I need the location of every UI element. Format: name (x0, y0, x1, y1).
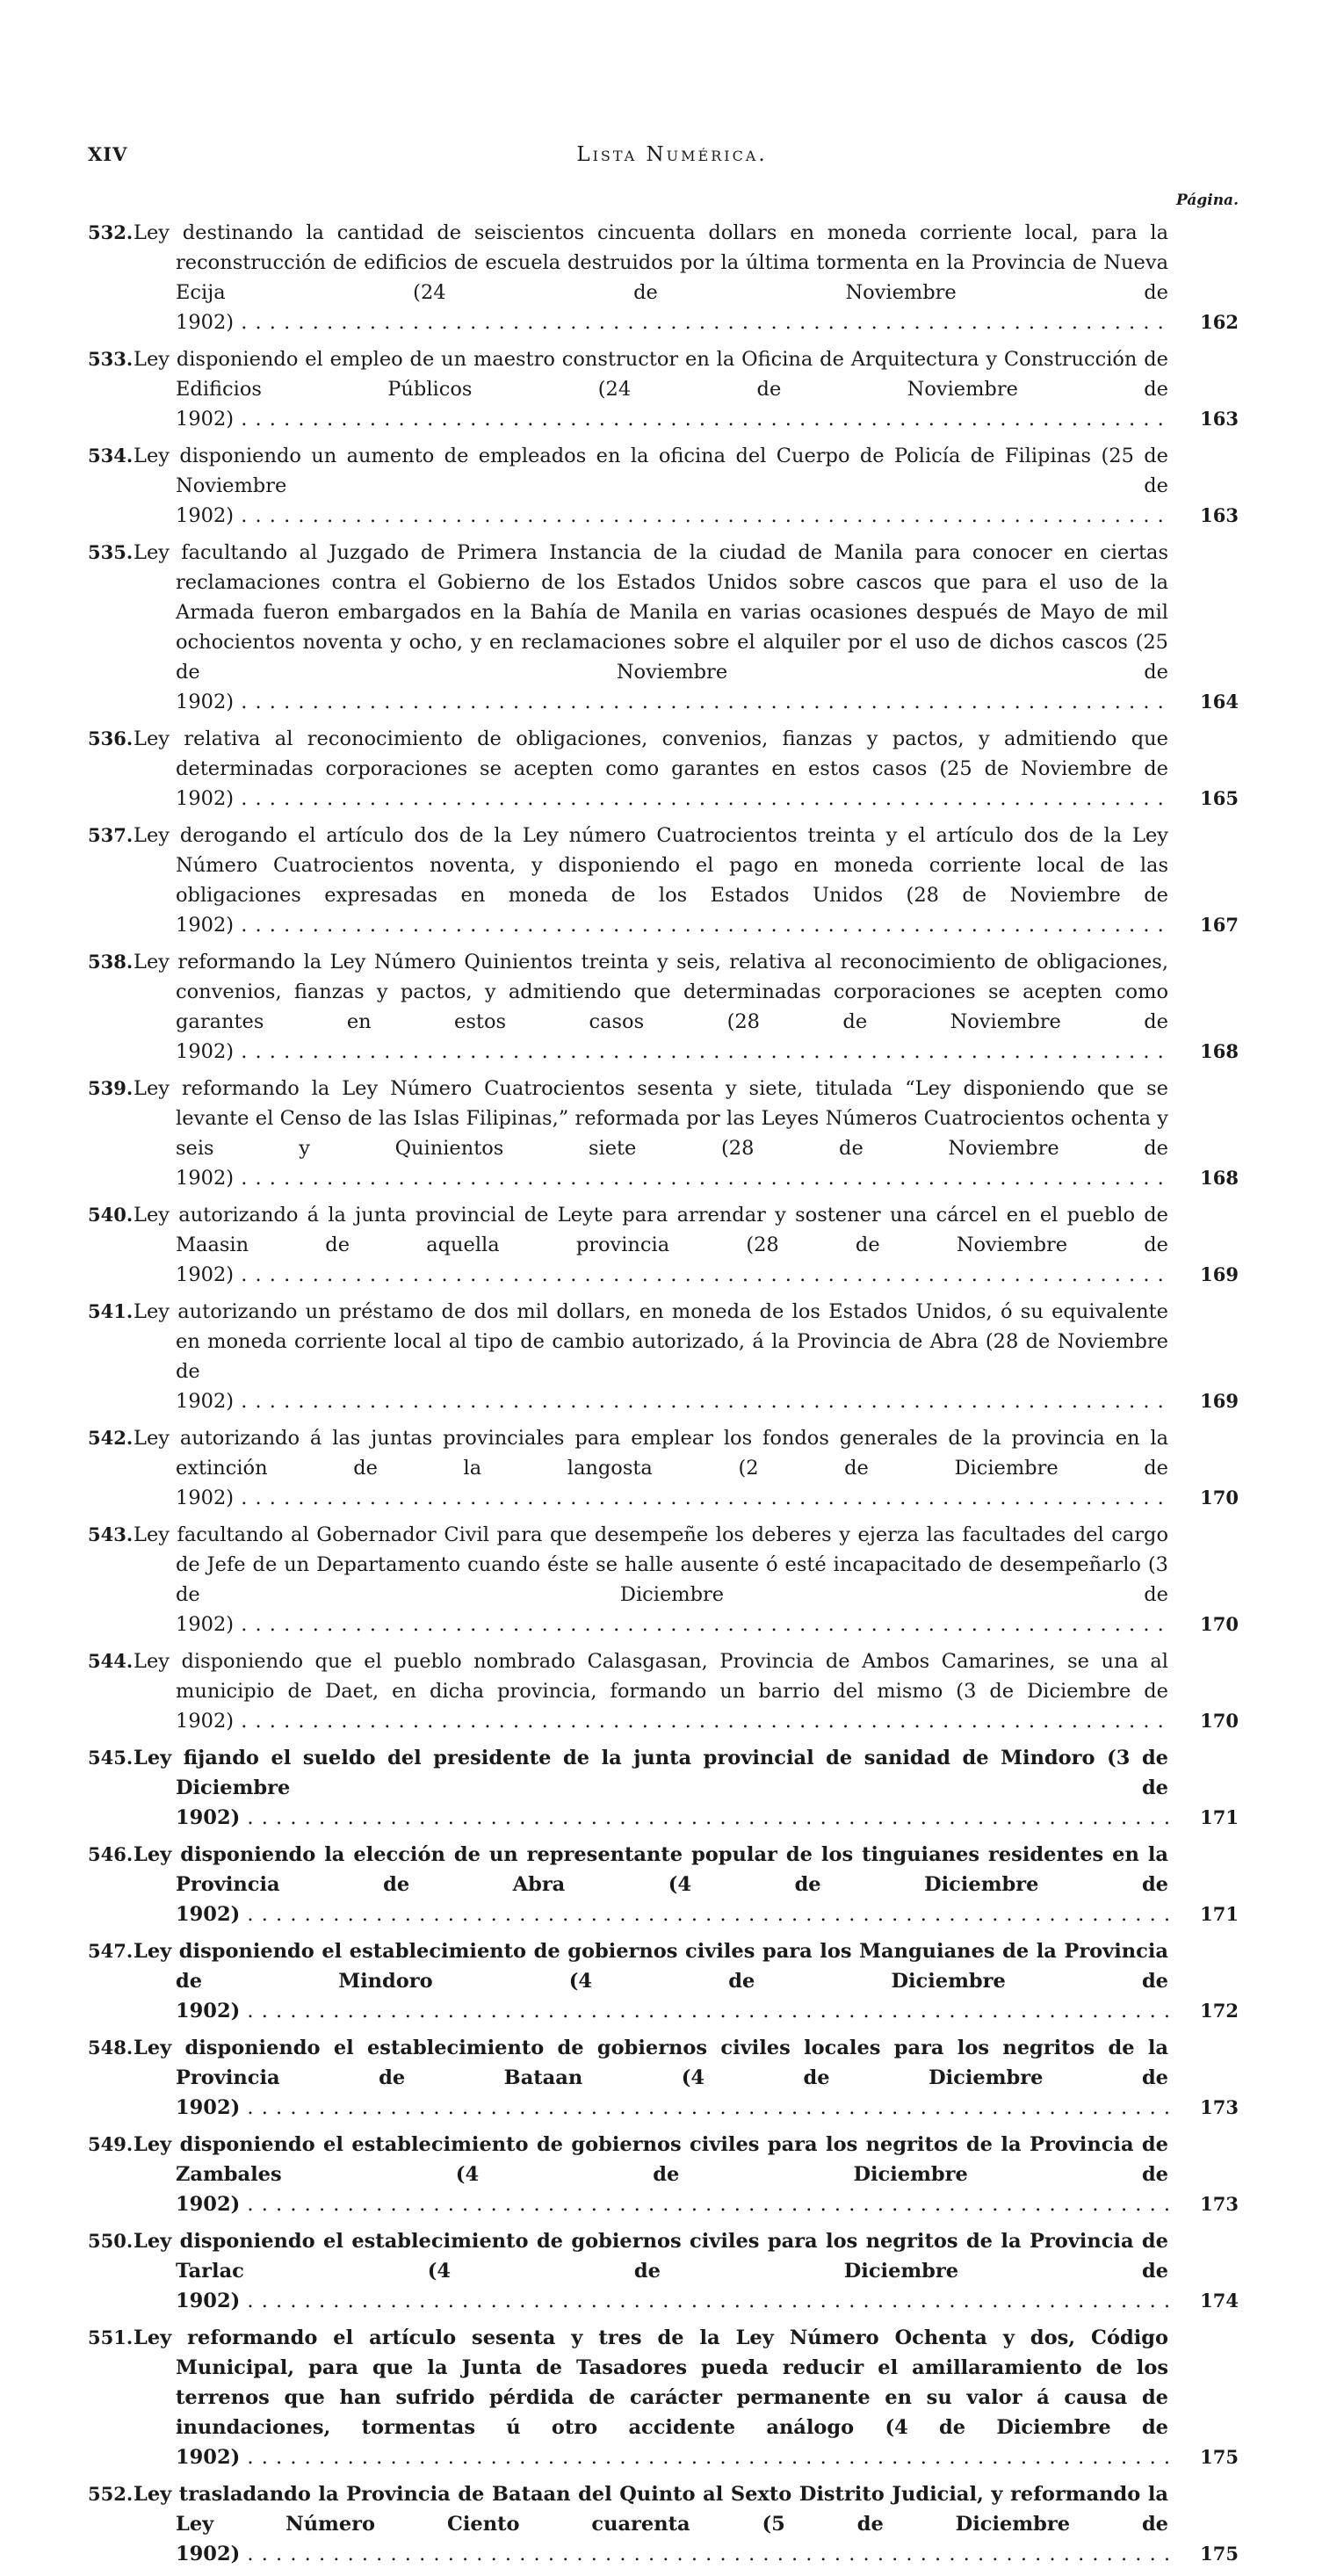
list-item (88, 1840, 1239, 1929)
running-header (88, 143, 1256, 178)
entry-text (134, 344, 1168, 434)
entry-title: Ley reformando el artículo sesenta y tres de la Ley Número Ochenta y dos, Código Municipal, para que la Junta de Tasadores pueda reducir el amillaramiento de los terrenos que han sufrido pérdida de carácter permanente en su valor á causa de inundaciones, tormentas ú otro accidente análogo (4 de Diciembre de 1902) . . . (134, 2326, 1168, 2469)
entry-number: 547. (88, 1940, 134, 1962)
entry-text (134, 441, 1168, 531)
entry-page-number: 175 (1168, 2442, 1239, 2472)
entry-number: 546. (88, 1843, 134, 1865)
entry-title: Ley disponiendo el empleo de un maestro constructor en la Oficina de Arquitectura y Construcción de Edificios Públicos (24 de Noviembre de 1902) . . . (134, 348, 1168, 431)
entry-text (134, 218, 1168, 337)
entry-page-number: 173 (1168, 2093, 1239, 2123)
entry-page-number: 165 (1168, 784, 1239, 814)
entry-title: Ley autorizando á las juntas provinciales para emplear los fondos generales de la provincia en la extinción de la langosta (2 de Diciembre de 1902) . . . (134, 1427, 1168, 1509)
entry-page-number: 170 (1168, 1483, 1239, 1513)
entry-text (134, 1423, 1168, 1513)
entry-text (134, 821, 1168, 940)
entry-page-number: 168 (1168, 1163, 1239, 1193)
entry-text (134, 724, 1168, 814)
entry-page-number: 162 (1168, 308, 1239, 337)
entry-number: 536. (88, 727, 134, 749)
entry-title: Ley disponiendo el establecimiento de gobiernos civiles para los negritos de la Provincia de Tarlac (4 de Diciembre de 1902) . . . (134, 2230, 1168, 2312)
entry-title: Ley reformando la Ley Número Quinientos treinta y seis, relativa al reconocimiento de obligaciones, convenios, fianzas y pactos, y admitiendo que determinadas corporaciones se acepten como garantes en estos casos (28 de Noviembre de 1902) . . . (134, 951, 1168, 1063)
entry-number: 540. (88, 1204, 134, 1226)
entry-title: Ley fijando el sueldo del presidente de la junta provincial de sanidad de Mindoro (3 de Diciembre de 1902) . . . (134, 1747, 1168, 1829)
list-item (88, 538, 1239, 717)
list-item (88, 1520, 1239, 1639)
entry-page-number: 168 (1168, 1037, 1239, 1067)
entry-title: Ley relativa al reconocimiento de obligaciones, convenios, fianzas y pactos, y admitiendo que determinadas corporaciones se acepten como garantes en estos casos (25 de Noviembre de 1902) . . . (134, 727, 1168, 810)
page-number: XIV (88, 143, 128, 165)
entry-text (134, 1743, 1168, 1833)
entry-page-number: 167 (1168, 910, 1239, 940)
entry-text (134, 1936, 1168, 2026)
entry-title: Ley destinando la cantidad de seiscientos cincuenta dollars en moneda corriente local, para la reconstrucción de edificios de escuela destruidos por la última tormenta en la Provincia de Nueva Ecija (24 de Noviembre de 1902) . . . (134, 221, 1168, 334)
entry-page-number: 172 (1168, 1996, 1239, 2026)
list-item (88, 441, 1239, 531)
entry-page-number: 169 (1168, 1260, 1239, 1290)
entry-page-number: 174 (1168, 2286, 1239, 2316)
running-title: Lista Numérica. (576, 143, 768, 166)
list-item (88, 2130, 1239, 2219)
entry-title: Ley derogando el artículo dos de la Ley número Cuatrocientos treinta y el artículo dos de la Ley Número Cuatrocientos noventa, y disponiendo el pago en moneda corriente local de las obligaciones expresadas en moneda de los Estados Unidos (28 de Noviembre de 1902) . . . (134, 824, 1168, 937)
entry-text (134, 1520, 1168, 1639)
entry-number: 552. (88, 2483, 134, 2505)
page-column-heading: Página. (1176, 192, 1239, 209)
list-item (88, 1297, 1239, 1416)
entry-text (134, 2226, 1168, 2316)
entry-number: 551. (88, 2326, 134, 2348)
entry-text (134, 538, 1168, 717)
entry-text (134, 1840, 1168, 1929)
entry-text (134, 1074, 1168, 1193)
entry-number: 534. (88, 445, 134, 467)
entry-text (134, 1200, 1168, 1290)
entry-number: 542. (88, 1427, 134, 1449)
entry-title: Ley facultando al Juzgado de Primera Instancia de la ciudad de Manila para conocer en ciertas reclamaciones contra el Gobierno de los Estados Unidos sobre cascos que para el uso de la Armada fueron embargados en la Bahía de Manila en varias ocasiones después de Mayo de mil ochocientos noventa y ocho, y en reclamaciones sobre el alquiler por el uso de dichos cascos (25 de Noviembre de 1902) . . . (134, 541, 1168, 713)
entry-page-number: 163 (1168, 404, 1239, 434)
entry-number: 537. (88, 824, 134, 846)
list-item (88, 1423, 1239, 1513)
entry-page-number: 171 (1168, 1803, 1239, 1833)
list-item (88, 724, 1239, 814)
list-item (88, 2033, 1239, 2123)
entry-number: 539. (88, 1077, 134, 1099)
entry-title: Ley disponiendo la elección de un representante popular de los tinguianes residentes en la Provincia de Abra (4 de Diciembre de 1902) . . . (134, 1843, 1168, 1926)
entry-number: 543. (88, 1523, 134, 1545)
entry-title: Ley disponiendo el establecimiento de gobiernos civiles para los Manguianes de la Provincia de Mindoro (4 de Diciembre de 1902) . . . (134, 1940, 1168, 2022)
entry-page-number: 175 (1168, 2539, 1239, 2569)
entry-title: Ley trasladando la Provincia de Bataan del Quinto al Sexto Distrito Judicial, y reformando la Ley Número Ciento cuarenta (5 de Diciembre de 1902) . . . (134, 2483, 1168, 2565)
entry-page-number: 163 (1168, 501, 1239, 531)
list-item (88, 821, 1239, 940)
entry-title: Ley disponiendo el establecimiento de gobiernos civiles locales para los negritos de la Provincia de Bataan (4 de Diciembre de 1902) . . . (134, 2037, 1168, 2119)
entry-number: 533. (88, 348, 134, 370)
entry-text (134, 2323, 1168, 2472)
entry-text (134, 2033, 1168, 2123)
list-item (88, 344, 1239, 434)
list-item (88, 2479, 1239, 2569)
entry-page-number: 169 (1168, 1386, 1239, 1416)
entry-text (134, 1297, 1168, 1416)
list-item (88, 947, 1239, 1067)
entry-number: 538. (88, 951, 134, 973)
entry-title: Ley reformando la Ley Número Cuatrocientos sesenta y siete, titulada “Ley disponiendo que se levante el Censo de las Islas Filipinas,” reformada por las Leyes Números Cuatrocientos ochenta y seis y Quinientos siete (28 de Noviembre de 1902) . . . (134, 1077, 1168, 1190)
list-item (88, 2226, 1239, 2316)
list-item (88, 1743, 1239, 1833)
list-item (88, 1074, 1239, 1193)
entry-number: 550. (88, 2230, 134, 2252)
entry-number: 541. (88, 1300, 134, 1322)
entry-page-number: 173 (1168, 2189, 1239, 2219)
entry-title: Ley autorizando un préstamo de dos mil dollars, en moneda de los Estados Unidos, ó su equivalente en moneda corriente local al tipo de cambio autorizado, á la Provincia de Abra (28 de Noviembre de 1902) . . . (134, 1300, 1168, 1413)
list-item (88, 1936, 1239, 2026)
entry-title: Ley disponiendo el establecimiento de gobiernos civiles para los negritos de la Provincia de Zambales (4 de Diciembre de 1902) . . . (134, 2133, 1168, 2216)
list-item (88, 1200, 1239, 1290)
list-item (88, 2323, 1239, 2472)
entry-page-number: 171 (1168, 1899, 1239, 1929)
entry-text (134, 947, 1168, 1067)
entry-title: Ley disponiendo que el pueblo nombrado Calasgasan, Provincia de Ambos Camarines, se una al municipio de Daet, en dicha provincia, formando un barrio del mismo (3 de Diciembre de 1902) . . . (134, 1650, 1168, 1733)
entry-number: 545. (88, 1747, 134, 1769)
entry-list (88, 218, 1239, 2576)
entry-text (134, 1646, 1168, 1736)
entry-text (134, 2130, 1168, 2219)
list-item (88, 1646, 1239, 1736)
entry-page-number: 170 (1168, 1706, 1239, 1736)
entry-page-number: 164 (1168, 687, 1239, 717)
entry-title: Ley facultando al Gobernador Civil para que desempeñe los deberes y ejerza las facultades del cargo de Jefe de un Departamento cuando éste se halle ausente ó esté incapacitado de desempeñarlo (3 de Diciembre de 1902) . . . (134, 1523, 1168, 1636)
entry-number: 535. (88, 541, 134, 563)
entry-number: 549. (88, 2133, 134, 2155)
entry-text (134, 2479, 1168, 2569)
entry-page-number: 170 (1168, 1610, 1239, 1639)
entry-title: Ley disponiendo un aumento de empleados en la oficina del Cuerpo de Policía de Filipinas (25 de Noviembre de 1902) . . . (134, 445, 1168, 527)
entry-title: Ley autorizando á la junta provincial de Leyte para arrendar y sostener una cárcel en el pueblo de Maasin de aquella provincia (28 de Noviembre de 1902) . . . (134, 1204, 1168, 1286)
entry-number: 544. (88, 1650, 134, 1672)
entry-number: 532. (88, 221, 134, 243)
entry-number: 548. (88, 2037, 134, 2059)
list-item (88, 218, 1239, 337)
